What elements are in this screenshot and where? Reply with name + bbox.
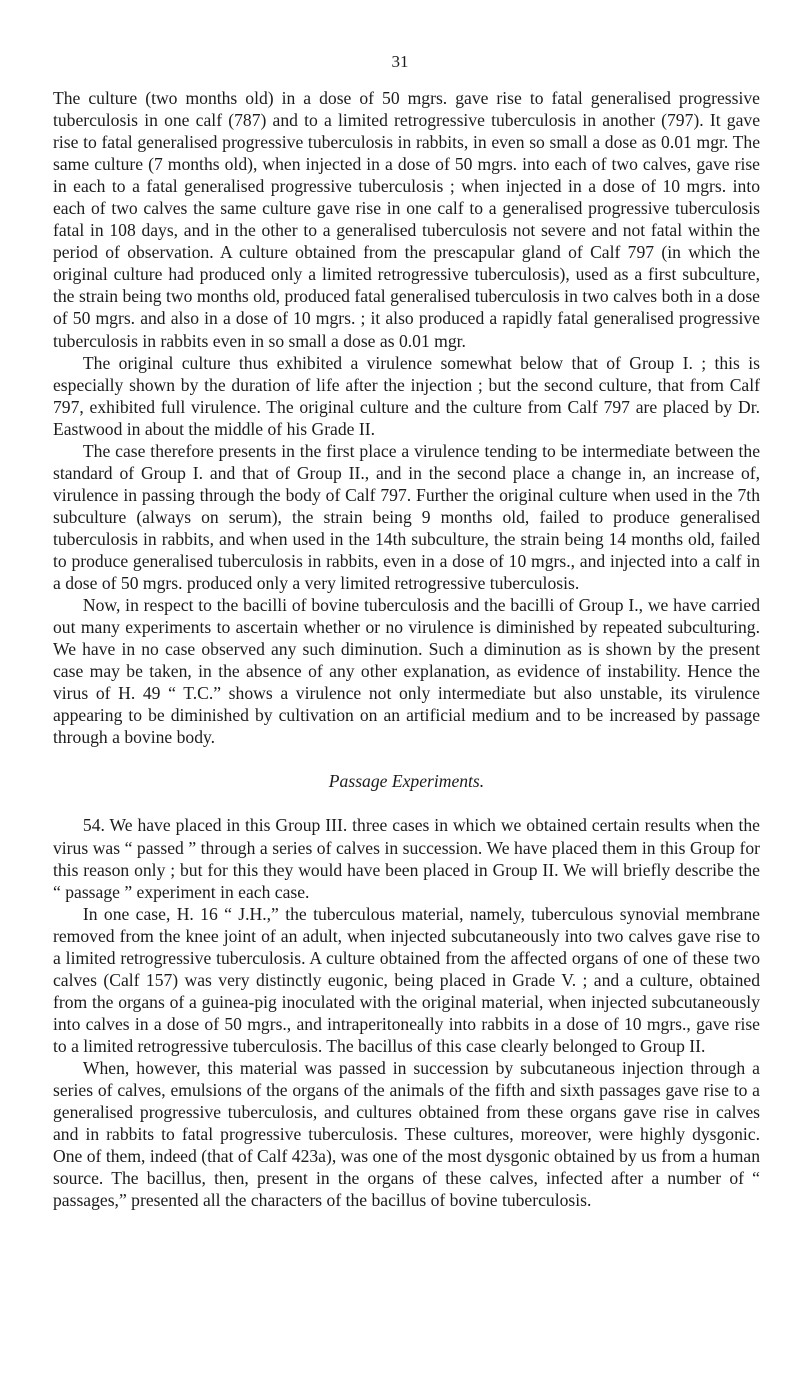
paragraph-group-three-cases: 54. We have placed in this Group III. three cases in which we obtained certain results when the virus was “ passed ” through a series of calves in succession. We have placed them in this Group for this reason only ; but for this they would have been placed in Group II. We will briefly describe the “ passage ” experiment in each case.	[53, 815, 760, 902]
paragraph-passage-series: When, however, this material was passed in succession by subcutaneous injection through a series of calves, emulsions of the organs of the animals of the fifth and sixth passages gave rise to a generalised progressive tuberculosis, and cultures obtained from these organs gave rise in calves and in rabbits to fatal progressive tuberculosis. These cultures, moreover, were highly dysgonic. One of them, indeed (that of Calf 423a), was one of the most dysgonic obtained by us from a human source. The bacillus, then, present in the organs of these calves, infected after a number of “ passages,” presented all the characters of the bacillus of bovine tuberculosis.	[53, 1057, 760, 1211]
paragraph-case-presents: The case therefore presents in the first place a virulence tending to be intermediate between the standard of Group I. and that of Group II., and in the second place a change in, an increase of, virulence in passing through the body of Calf 797. Further the original culture when used in the 7th subculture (always on serum), the strain being 9 months old, failed to produce generalised tuberculosis in rabbits, and when used in the 14th subculture, the strain being 14 months old, failed to produce generalised tuberculosis in rabbits, even in a dose of 10 mgrs., and injected into a calf in a dose of 50 mgrs. produced only a very limited retrogressive tuberculosis.	[53, 440, 760, 594]
paragraph-original-culture: The original culture thus exhibited a virulence somewhat below that of Group I. ; this is especially shown by the duration of life after the injection ; but the second culture, that from Calf 797, exhibited full virulence. The original culture and the culture from Calf 797 are placed by Dr. Eastwood in about the middle of his Grade II.	[53, 352, 760, 439]
body-text	[53, 87, 760, 1211]
paragraph-virulence-instability: Now, in respect to the bacilli of bovine tuberculosis and the bacilli of Group I., we have carried out many experiments to ascertain whether or no virulence is diminished by repeated subculturing. We have in no case observed any such diminution. Such a diminution as is shown by the present case may be taken, in the absence of any other explanation, as evidence of instability. Hence the virus of H. 49 “ T.C.” shows a virulence not only intermediate but also unstable, its virulence appearing to be diminished by cultivation on an artificial medium and to be increased by passage through a bovine body.	[53, 595, 760, 748]
page-number: 31	[391, 52, 409, 71]
paragraph-culture-results: The culture (two months old) in a dose of 50 mgrs. gave rise to fatal generalised progressive tuberculosis in one calf (787) and to a limited retrogressive tuberculosis in another (797). It gave rise to fatal generalised progressive tuberculosis in rabbits, in even so small a dose as 0.01 mgr. The same culture (7 months old), when injected in a dose of 50 mgrs. into each of two calves, gave rise in each to a fatal generalised progressive tuberculosis ; when injected in a dose of 10 mgrs. into each of two calves the same culture gave rise in one calf to a generalised progressive tuberculosis fatal in 108 days, and in the other to a generalised tuberculosis not severe and not fatal within the period of observation. A culture obtained from the prescapular gland of Calf 797 (in which the original culture had produced only a limited retrogressive tuberculosis), used as a first subculture, the strain being two months old, produced fatal generalised tuberculosis in two calves both in a dose of 50 mgrs. and also in a dose of 10 mgrs. ; it also produced a rapidly fatal generalised progressive tuberculosis in rabbits even in so small a dose as 0.01 mgr.	[53, 88, 760, 351]
paragraph-case-h16: In one case, H. 16 “ J.H.,” the tuberculous material, namely, tuberculous synovial membrane removed from the knee joint of an adult, when injected subcutaneously into two calves gave rise to a limited retrogressive tuberculosis. A culture obtained from the affected organs of one of these two calves (Calf 157) was very distinctly eugonic, being placed in Grade V. ; and a culture, obtained from the organs of a guinea-pig inoculated with the original material, when injected subcutaneously into calves in a dose of 50 mgrs., and intraperitoneally into rabbits in a dose of 10 mgrs., gave rise to a limited retrogressive tuberculosis. The bacillus of this case clearly belonged to Group II.	[53, 903, 760, 1056]
section-heading: Passage Experiments.	[328, 771, 485, 792]
